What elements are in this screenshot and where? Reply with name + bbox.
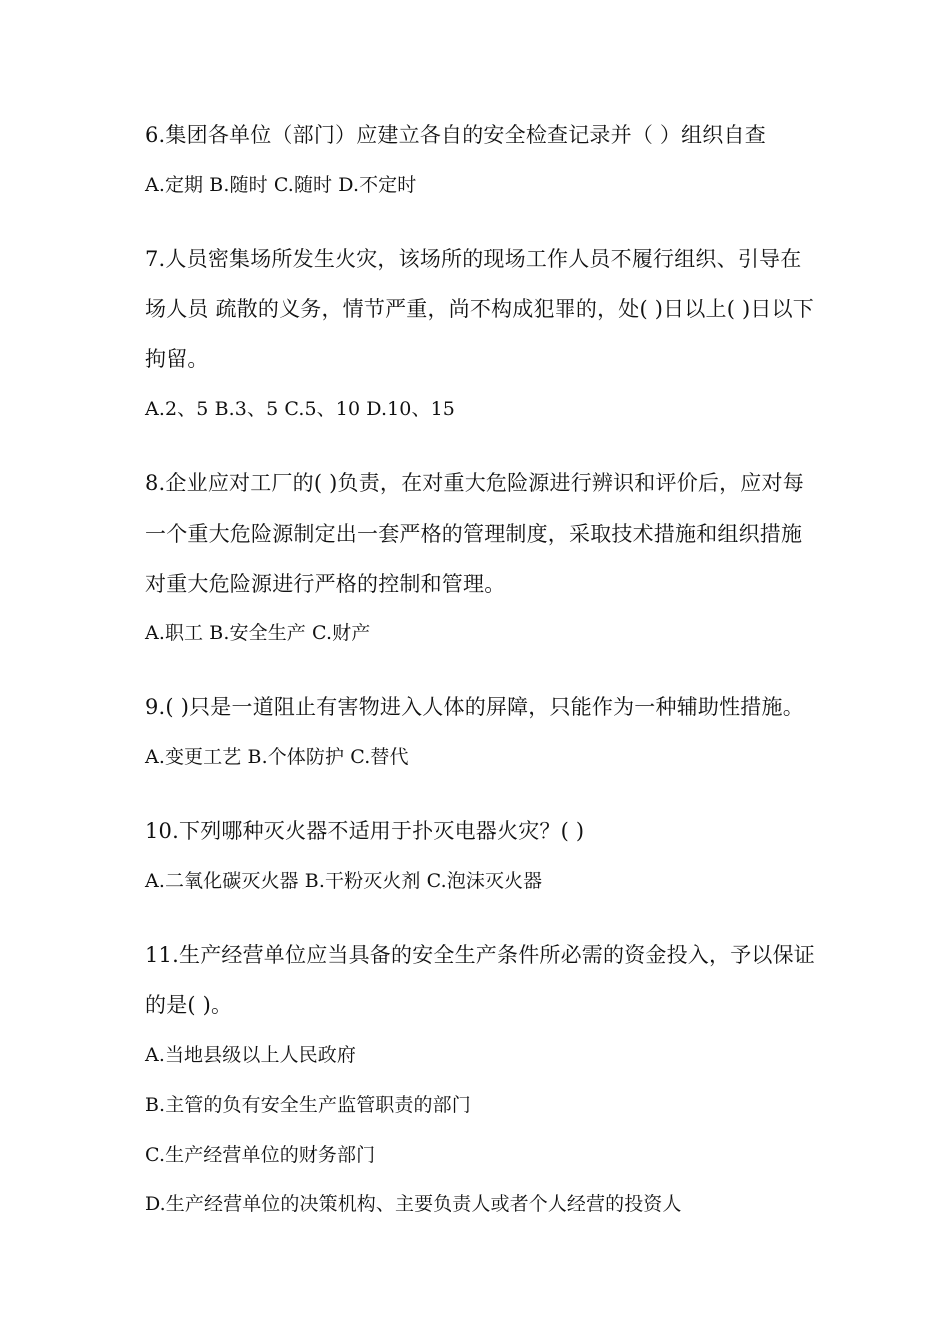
question-6-options: A.定期 B.随时 C.随时 D.不定时 xyxy=(145,174,417,196)
question-7-stem-line-2: 场人员 疏散的义务，情节严重，尚不构成犯罪的，处( )日以上( )日以下 xyxy=(145,297,814,321)
question-11-option-b: B.主管的负有安全生产监管职责的部门 xyxy=(145,1094,471,1116)
question-8-stem-line-1: 8.企业应对工厂的( )负责，在对重大危险源进行辨识和评价后，应对每 xyxy=(145,471,804,495)
question-11-stem-line-2: 的是( )。 xyxy=(145,993,233,1017)
question-6-stem-line-1: 6.集团各单位（部门）应建立各自的安全检查记录并（ ）组织自查 xyxy=(145,123,766,147)
question-7-stem-line-3: 拘留。 xyxy=(145,347,209,371)
question-7-stem-line-1: 7.人员密集场所发生火灾，该场所的现场工作人员不履行组织、引导在 xyxy=(145,247,802,271)
question-10-stem-line-1: 10.下列哪种灭火器不适用于扑灭电器火灾？( ) xyxy=(145,819,585,843)
question-8-stem-line-2: 一个重大危险源制定出一套严格的管理制度，采取技术措施和组织措施 xyxy=(145,522,803,546)
question-8-stem-line-3: 对重大危险源进行严格的控制和管理。 xyxy=(145,572,506,596)
question-11-stem-line-1: 11.生产经营单位应当具备的安全生产条件所必需的资金投入，予以保证 xyxy=(145,943,815,967)
question-11-option-c: C.生产经营单位的财务部门 xyxy=(145,1144,376,1166)
question-11-option-d: D.生产经营单位的决策机构、主要负责人或者个人经营的投资人 xyxy=(145,1193,682,1215)
question-10-options: A.二氧化碳灭火器 B.干粉灭火剂 C.泡沫灭火器 xyxy=(145,870,543,892)
question-9-stem-line-1: 9.( )只是一道阻止有害物进入人体的屏障，只能作为一种辅助性措施。 xyxy=(145,695,804,719)
question-11-option-a: A.当地县级以上人民政府 xyxy=(145,1044,356,1066)
question-9-options: A.变更工艺 B.个体防护 C.替代 xyxy=(145,746,409,768)
question-7-options: A.2、5 B.3、5 C.5、10 D.10、15 xyxy=(145,398,455,420)
question-8-options: A.职工 B.安全生产 C.财产 xyxy=(145,622,371,644)
